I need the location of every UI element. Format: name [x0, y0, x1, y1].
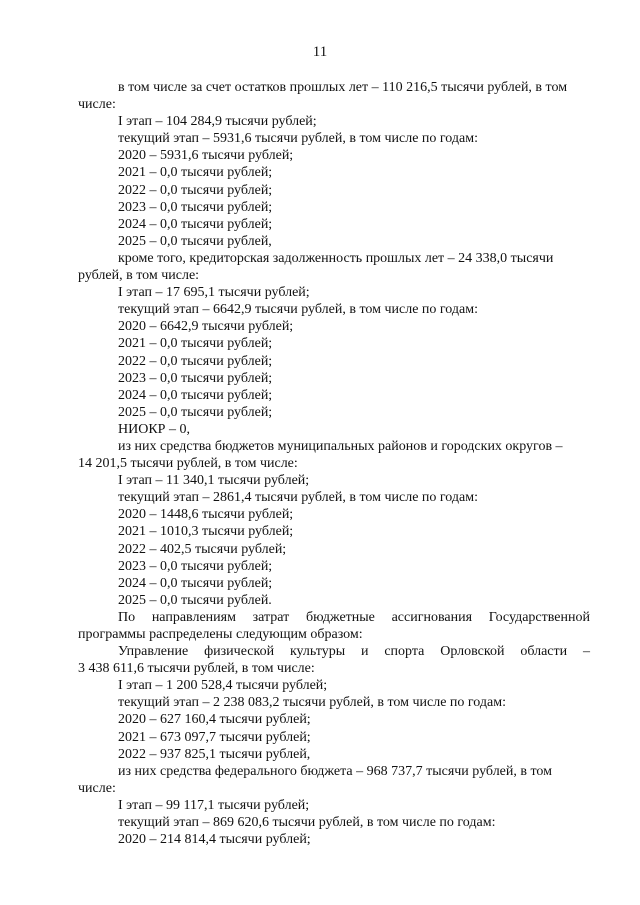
- text-line: I этап – 11 340,1 тысячи рублей;: [118, 473, 310, 489]
- text-line: По направлениям затрат бюджетные ассигнования Государственной: [118, 609, 590, 625]
- text-line: 2023 – 0,0 тысячи рублей;: [118, 199, 273, 215]
- text-line: 2021 – 1010,3 тысячи рублей;: [118, 524, 294, 540]
- text-line: 3 438 611,6 тысячи рублей, в том числе:: [78, 661, 315, 677]
- text-line: 2021 – 673 097,7 тысячи рублей;: [118, 729, 311, 745]
- text-line: 2020 – 6642,9 тысячи рублей;: [118, 319, 294, 335]
- text-line: 2025 – 0,0 тысячи рублей,: [118, 233, 272, 249]
- text-line: 2022 – 0,0 тысячи рублей;: [118, 353, 273, 369]
- text-line: числе:: [78, 780, 116, 796]
- text-line: текущий этап – 6642,9 тысячи рублей, в том числе по годам:: [118, 302, 478, 318]
- text-line: 2020 – 214 814,4 тысячи рублей;: [118, 832, 311, 848]
- text-line: числе:: [78, 97, 116, 113]
- text-line: I этап – 104 284,9 тысячи рублей;: [118, 114, 317, 130]
- text-line: рублей, в том числе:: [78, 268, 200, 284]
- text-line: 2020 – 1448,6 тысячи рублей;: [118, 507, 294, 523]
- text-line: 2021 – 0,0 тысячи рублей;: [118, 165, 273, 181]
- text-line: Управление физической культуры и спорта Орловской области –: [118, 644, 590, 660]
- text-line: 2023 – 0,0 тысячи рублей;: [118, 370, 273, 386]
- text-line: 2020 – 5931,6 тысячи рублей;: [118, 148, 294, 164]
- text-line: 2023 – 0,0 тысячи рублей;: [118, 558, 273, 574]
- text-line: 2022 – 402,5 тысячи рублей;: [118, 541, 287, 557]
- text-line: 2024 – 0,0 тысячи рублей;: [118, 387, 273, 403]
- document-body: [0, 79, 640, 848]
- text-line: НИОКР – 0,: [118, 421, 190, 437]
- text-line: 2025 – 0,0 тысячи рублей;: [118, 404, 273, 420]
- text-line: 2020 – 627 160,4 тысячи рублей;: [118, 712, 311, 728]
- text-line: 2024 – 0,0 тысячи рублей;: [118, 216, 273, 232]
- text-line: текущий этап – 2861,4 тысячи рублей, в том числе по годам:: [118, 490, 478, 506]
- text-line: I этап – 1 200 528,4 тысячи рублей;: [118, 678, 328, 694]
- text-line: текущий этап – 869 620,6 тысячи рублей, в том числе по годам:: [118, 815, 496, 831]
- text-line: 2022 – 937 825,1 тысячи рублей,: [118, 746, 311, 762]
- page-number: 11: [312, 44, 328, 60]
- text-line: 2024 – 0,0 тысячи рублей;: [118, 575, 273, 591]
- text-line: программы распределены следующим образом:: [78, 627, 363, 642]
- text-line: из них средства бюджетов муниципальных районов и городских округов –: [118, 438, 563, 454]
- text-line: I этап – 99 117,1 тысячи рублей;: [118, 797, 310, 813]
- text-line: из них средства федерального бюджета – 968 737,7 тысячи рублей, в том: [118, 763, 553, 779]
- text-line: текущий этап – 2 238 083,2 тысячи рублей, в том числе по годам:: [118, 695, 506, 711]
- text-line: кроме того, кредиторская задолженность прошлых лет – 24 338,0 тысячи: [118, 250, 554, 266]
- text-line: в том числе за счет остатков прошлых лет – 110 216,5 тысячи рублей, в том: [118, 80, 568, 95]
- text-line: 14 201,5 тысячи рублей, в том числе:: [78, 456, 298, 472]
- text-line: 2022 – 0,0 тысячи рублей;: [118, 182, 273, 198]
- text-line: I этап – 17 695,1 тысячи рублей;: [118, 285, 310, 301]
- text-line: 2025 – 0,0 тысячи рублей.: [118, 592, 272, 608]
- text-line: 2021 – 0,0 тысячи рублей;: [118, 336, 273, 352]
- text-line: текущий этап – 5931,6 тысячи рублей, в том числе по годам:: [118, 131, 478, 147]
